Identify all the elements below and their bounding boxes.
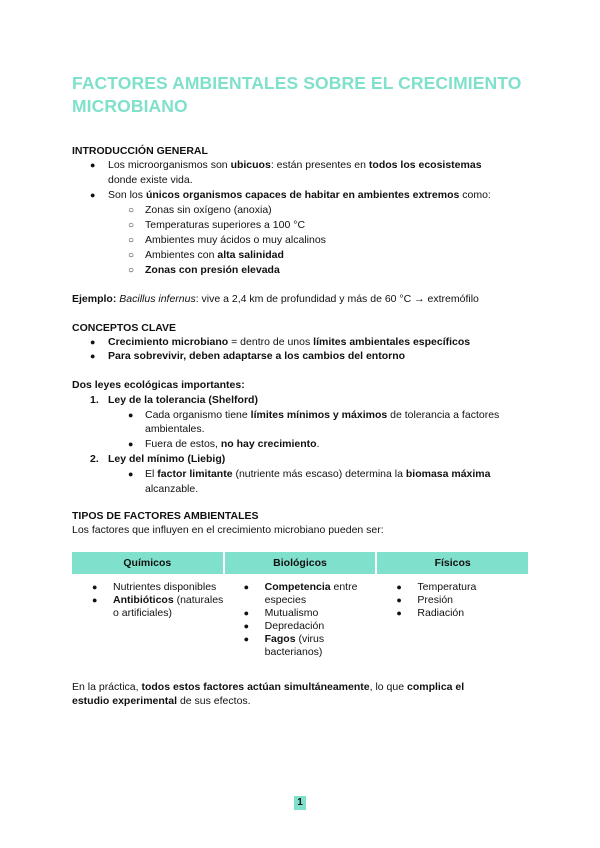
circle-bullet-icon: ○ [128, 235, 135, 246]
text: de tolerancia a factores [387, 409, 500, 421]
bullet-icon: ● [128, 410, 134, 420]
laws-heading: Dos leyes ecológicas importantes: [72, 379, 245, 391]
intro-sub-3: Ambientes muy ácidos o muy alcalinos [145, 234, 326, 246]
bullet-icon: ● [90, 190, 96, 200]
text-bold: alta salinidad [217, 249, 284, 261]
column-header-physical: Físicos [376, 552, 528, 574]
text: Los microorganismos son [108, 159, 231, 171]
intro-bullet-2 [108, 188, 491, 203]
text: Mutualismo [264, 607, 319, 619]
table-row [72, 574, 528, 659]
circle-bullet-icon: ○ [128, 265, 135, 276]
text-bold: Fagos [264, 633, 296, 645]
law-1-point-2 [145, 437, 320, 452]
intro-bullet-1 [108, 158, 482, 173]
text: de sus efectos. [177, 695, 251, 707]
types-intro: Los factores que influyen en el crecimiento microbiano pueden ser: [72, 524, 384, 536]
text: El [145, 468, 158, 480]
text-bold: todos los ecosistemas [368, 159, 482, 171]
intro-bullet-1-cont: donde existe vida. [108, 174, 193, 186]
list-item [72, 581, 224, 594]
closing-paragraph-cont [72, 694, 251, 709]
concept-bullet-2: Para sobrevivir, deben adaptarse a los cambios del entorno [108, 350, 406, 362]
text: Ambientes con [145, 249, 218, 261]
bullet-icon: ● [396, 582, 402, 592]
bullet-icon: ● [128, 439, 134, 449]
list-item [72, 594, 224, 620]
table-cell-biological [224, 574, 377, 659]
list-item [376, 607, 528, 620]
law-1-point-1-cont: ambientales. [145, 423, 205, 435]
intro-sub-5: Zonas con presión elevada [145, 264, 280, 276]
section-heading-intro: INTRODUCCIÓN GENERAL [72, 145, 208, 157]
list-number: 2. [90, 453, 99, 465]
intro-sub-1: Zonas sin oxígeno (anoxia) [145, 204, 272, 216]
text: : vive a 2,4 km de profundidad y más de 60 °C → extremófilo [195, 293, 479, 305]
table-header-row [72, 552, 528, 574]
bullet-icon: ● [396, 595, 402, 605]
column-header-chemical: Químicos [72, 552, 224, 574]
example-label: Ejemplo: [72, 293, 117, 305]
text: entre especies [264, 581, 358, 606]
text-bold: límites ambientales específicos [313, 336, 471, 348]
text: Depredación [264, 620, 325, 632]
text: (naturales o artificiales) [113, 594, 224, 619]
text: Radiación [417, 607, 465, 619]
list-item [224, 633, 377, 659]
text: (nutriente más escaso) determina la [232, 468, 406, 480]
text-bold: biomasa máxima [405, 468, 491, 480]
text: Fuera de estos, [145, 438, 221, 450]
law-1-point-1 [145, 408, 499, 423]
text: Son los [108, 189, 146, 201]
text: En la práctica, [72, 681, 142, 693]
bullet-icon: ● [90, 351, 96, 361]
text: (virus bacterianos) [264, 633, 325, 658]
text: Cada organismo tiene [145, 409, 251, 421]
list-item [376, 594, 528, 607]
page-number: 1 [294, 796, 306, 810]
text: Temperatura [417, 581, 477, 593]
circle-bullet-icon: ○ [128, 250, 135, 261]
example-line [72, 292, 479, 307]
law-2-point-1-cont: alcanzable. [145, 483, 199, 495]
section-heading-types: TIPOS DE FACTORES AMBIENTALES [72, 510, 259, 522]
list-item [224, 607, 377, 620]
text-bold: todos estos factores actúan simultáneamente [141, 681, 370, 693]
bullet-icon: ● [92, 582, 98, 592]
bullet-icon: ● [243, 608, 250, 618]
text: Nutrientes disponibles [113, 581, 217, 593]
text-bold: límites mínimos y máximos [250, 409, 388, 421]
column-header-biological: Biológicos [224, 552, 377, 574]
bullet-icon: ● [90, 160, 96, 170]
text: = dentro de unos [228, 336, 314, 348]
section-heading-concepts: CONCEPTOS CLAVE [72, 322, 177, 334]
bullet-icon: ● [243, 634, 250, 644]
table-cell-physical [376, 574, 528, 659]
list-number: 1. [90, 394, 99, 406]
text-bold: no hay crecimiento [220, 438, 317, 450]
text-bold: Competencia [264, 581, 331, 593]
page-title: FACTORES AMBIENTALES SOBRE EL CRECIMIENTO MICROBIANO [72, 73, 522, 116]
bullet-icon: ● [396, 608, 402, 618]
text-bold: estudio experimental [72, 695, 178, 707]
circle-bullet-icon: ○ [128, 220, 135, 231]
law-2-title: Ley del mínimo (Liebig) [108, 453, 226, 465]
intro-sub-2: Temperaturas superiores a 100 °C [145, 219, 306, 231]
text: . [316, 438, 320, 450]
text-bold: únicos organismos capaces de habitar en ambientes extremos [145, 189, 460, 201]
bullet-icon: ● [243, 582, 250, 592]
text: : están presentes en [270, 159, 369, 171]
concept-bullet-1 [108, 335, 470, 350]
bullet-icon: ● [243, 621, 250, 631]
list-item [224, 620, 377, 633]
text: Presión [417, 594, 453, 606]
text: como: [459, 189, 491, 201]
text-bold: complica el [406, 681, 465, 693]
bullet-icon: ● [128, 469, 134, 479]
law-1-title: Ley de la tolerancia (Shelford) [108, 394, 258, 406]
list-item [376, 581, 528, 594]
text-bold: ubicuos [230, 159, 271, 171]
intro-sub-4 [145, 248, 284, 263]
species-name: Bacillus infernus [119, 293, 196, 305]
factors-table [72, 552, 528, 659]
circle-bullet-icon: ○ [128, 205, 135, 216]
table-cell-chemical [72, 574, 224, 659]
bullet-icon: ● [92, 595, 98, 605]
text-bold: Crecimiento microbiano [108, 336, 229, 348]
law-2-point-1 [145, 467, 491, 482]
closing-paragraph [72, 680, 464, 695]
text: , lo que [369, 681, 407, 693]
list-item [224, 581, 377, 607]
bullet-icon: ● [90, 337, 96, 347]
text-bold: Antibióticos [113, 594, 174, 606]
text-bold: factor limitante [157, 468, 233, 480]
